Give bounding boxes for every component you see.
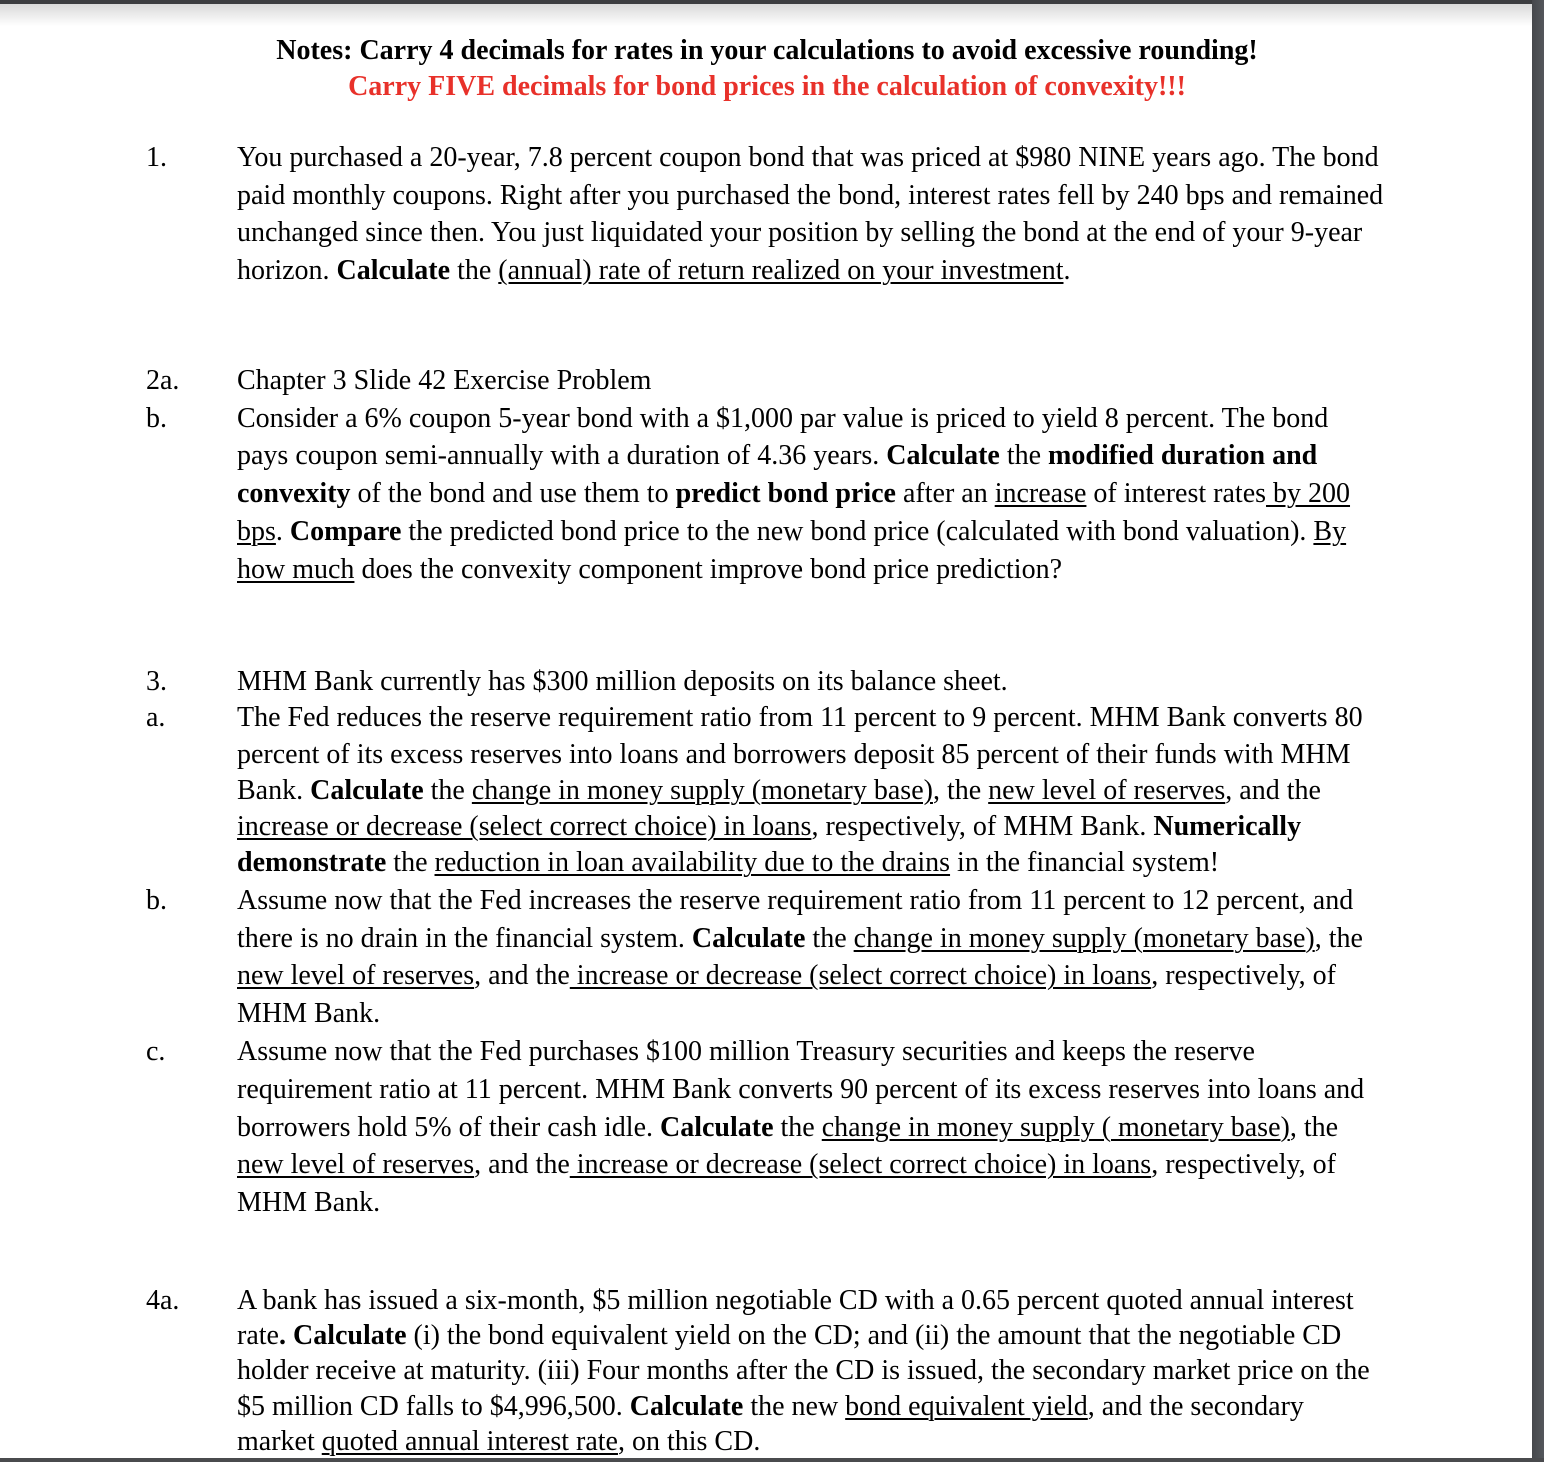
question-3 bbox=[146, 664, 1386, 1222]
question-label: b. bbox=[146, 402, 167, 434]
notes-line-convexity: Carry FIVE decimals for bond prices in the calculation of convexity!!! bbox=[348, 71, 1186, 102]
question-label: 2a. bbox=[146, 365, 180, 396]
question-label: 3. bbox=[146, 666, 167, 697]
question-label: 1. bbox=[146, 142, 167, 173]
question-text: Chapter 3 Slide 42 Exercise Problem bbox=[237, 365, 652, 396]
question-2 bbox=[146, 362, 1386, 588]
question-text: Assume now that the Fed increases the reserve requirement ratio from 11 percent to 12 percent, and there is no drain in the financial system. Calculate the change in money supply (monetary base), the new level of reserves, and the increase or decrease (select correct choice) in loans, respectively, of MHM Bank. bbox=[237, 884, 1363, 1030]
question-4 bbox=[146, 1283, 1386, 1459]
question-text: Consider a 6% coupon 5-year bond with a $1,000 par value is priced to yield 8 percent. The bond pays coupon semi-annually with a duration of 4.36 years. Calculate the modified duration and convexity of the bond and use them to predict bond price after an increase of interest rates by 200 bps. Compare the predicted bond price to the new bond price (calculated with bond valuation). By how much does the convexity component improve bond price prediction? bbox=[237, 402, 1351, 585]
window-bottom-border bbox=[0, 1458, 1544, 1462]
question-text: A bank has issued a six-month, $5 million negotiable CD with a 0.65 percent quoted annual interest rate. Calculate (i) the bond equivalent yield on the CD; and (ii) the amount that the negotiable CD holder receive at maturity. (iii) Four months after the CD is issued, the secondary market price on the $5 million CD falls to $4,996,500. Calculate the new bond equivalent yield, and the secondary market quoted annual interest rate, on this CD. bbox=[237, 1285, 1370, 1457]
question-text: MHM Bank currently has $300 million deposits on its balance sheet. bbox=[237, 666, 1008, 697]
question-text: You purchased a 20-year, 7.8 percent coupon bond that was priced at $980 NINE years ago. The bond paid monthly coupons. Right after you purchased the bond, interest rates fell by 240 bps and remained unchanged since then. You just liquidated your position by selling the bond at the end of your 9-year horizon. Calculate the (annual) rate of return realized on your investment. bbox=[237, 142, 1384, 287]
page-top-shadow bbox=[0, 4, 1532, 26]
window-top-border bbox=[0, 0, 1544, 4]
notes-header bbox=[0, 33, 1544, 105]
viewer-scroll-gutter[interactable] bbox=[1532, 0, 1544, 1462]
notes-line-rates: Notes: Carry 4 decimals for rates in your calculations to avoid excessive rounding! bbox=[276, 35, 1258, 66]
question-label: c. bbox=[146, 1035, 166, 1067]
question-text: Assume now that the Fed purchases $100 million Treasury securities and keeps the reserve requirement ratio at 11 percent. MHM Bank converts 90 percent of its excess reserves into loans and borrowers hold 5% of their cash idle. Calculate the change in money supply ( monetary base), the new level of reserves, and the increase or decrease (select correct choice) in loans, respectively, of MHM Bank. bbox=[237, 1035, 1365, 1219]
question-text: The Fed reduces the reserve requirement ratio from 11 percent to 9 percent. MHM Bank converts 80 percent of its excess reserves into loans and borrowers deposit 85 percent of their funds with MHM Bank. Calculate the change in money supply (monetary base), the new level of reserves, and the increase or decrease (select correct choice) in loans, respectively, of MHM Bank. Numerically demonstrate the reduction in loan availability due to the drains in the financial system! bbox=[237, 702, 1363, 879]
question-1 bbox=[146, 139, 1386, 290]
question-label: b. bbox=[146, 884, 167, 916]
question-label: a. bbox=[146, 702, 166, 734]
question-label: 4a. bbox=[146, 1285, 180, 1316]
